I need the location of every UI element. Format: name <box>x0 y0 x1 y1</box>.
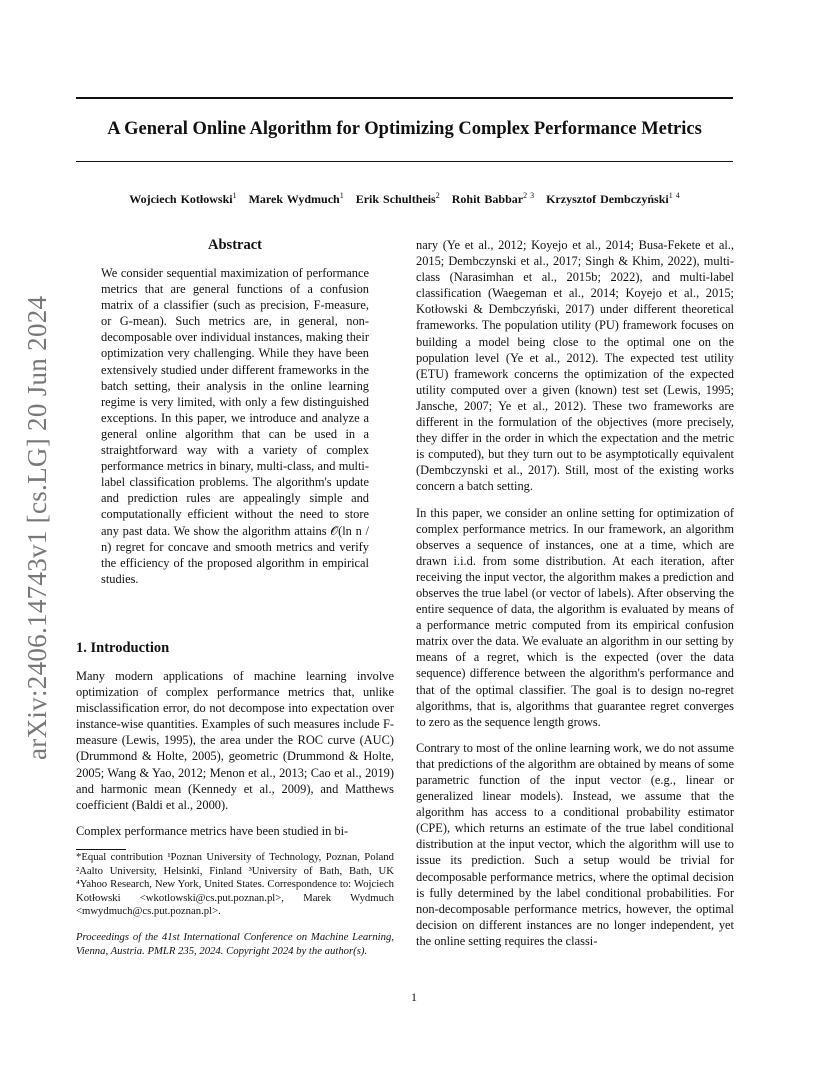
footnote: *Equal contribution ¹Poznan University of Technology, Poznan, Poland ²Aalto University, Helsinki, Finland ³University of Bath, Bath, UK ⁴Yahoo Research, New York, United States. Correspondence to: Wojciech Kotłowski <wkotlowski@cs.put.poznan.pl>, Marek Wydmuch <mwydmuch@cs.put.poznan.pl>. <box>76 851 394 918</box>
intro-paragraph-1: Many modern applications of machine learning involve optimization of complex performance metrics that, unlike misclassification error, do not decompose into expectation over instance-wise quantities. Examples of such measures include F-measure (Lewis, 1995), the area under the ROC curve (AUC) (Drummond & Holte, 2005), geometric (Drummond & Holte, 2005; Wang & Yao, 2012; Menon et al., 2013; Cao et al., 2019) and harmonic mean (Kennedy et al., 2009), and Matthews coefficient (Baldi et al., 2000). <box>76 669 394 812</box>
proceedings-note: Proceedings of the 41st International Conference on Machine Learning, Vienna, Austria. PMLR 235, 2024. Copyright 2024 by the author(s). <box>76 931 394 957</box>
author: Rohit Babbar$^{2 3}$ <box>451 191 535 206</box>
right-paragraph-3: Contrary to most of the online learning work, we do not assume that predictions of the algorithm are obtained by means of some parametric function of the input vector (e.g., linear or generalized linear models). Instead, we assume that the algorithm has access to a conditional probability estimator (CPE), which returns an estimate of the true label conditional distribution at the input vector, which the algorithm will use to issue its prediction. Such a setup would be trivial for decomposable performance metrics, where the optimal decision is fully determined by the label conditional probabilities. For non-decomposable performance metrics, however, the optimal decision on different instances are no longer independent, yet the online setting requires the classi- <box>416 740 734 948</box>
author: Marek Wydmuch$^1$ <box>248 191 344 206</box>
title-top-rule <box>76 97 733 99</box>
author: Krzysztof Dembczyński$^{1 4}$ <box>546 191 680 206</box>
intro-column <box>76 668 394 849</box>
author: Wojciech Kotłowski$^1$ <box>129 191 237 206</box>
author: Erik Schultheis$^2$ <box>355 191 440 206</box>
abstract-text: We consider sequential maximization of performance metrics that are general functions of a confusion matrix of a classifier (such as precision, F-measure, or G-mean). Such metrics are, in general, non-decomposable over individual instances, making their optimization very challenging. While they have been extensively studied under different frameworks in the batch setting, their analysis in the online learning regime is very limited, with only a few distinguished exceptions. In this paper, we introduce and analyze a general online algorithm that can be used in a straightforward way with a variety of complex performance metrics in binary, multi-class, and multi-label classification problems. The algorithm's update and prediction rules are appealingly simple and computationally efficient without the need to store any past data. We show the algorithm attains 𝒪(ln n / n) regret for concave and smooth metrics and verify the efficiency of the proposed algorithm in empirical studies. <box>101 266 369 586</box>
abstract-heading: Abstract <box>208 237 262 253</box>
title-bottom-rule <box>76 161 733 162</box>
arxiv-watermark: arXiv:2406.14743v1 [cs.LG] 20 Jun 2024 <box>22 295 52 760</box>
paper-title: A General Online Algorithm for Optimizing Complex Performance Metrics <box>107 119 702 139</box>
right-paragraph-1: nary (Ye et al., 2012; Koyejo et al., 2014; Busa-Fekete et al., 2015; Dembczynski et al., 2017; Singh & Khim, 2022), multi-class (Narasimhan et al., 2015b; 2022), and multi-label classification (Waegeman et al., 2014; Koyejo et al., 2015; Kotłowski & Dembczyński, 2017) under different theoretical frameworks. The population utility (PU) framework focuses on building a model being close to the optimal one on the population level (Ye et al., 2012). The expected test utility (ETU) framework concerns the optimization of the expected utility computed over a given (known) test set (Lewis, 1995; Jansche, 2007; Ye et al., 2012). These two frameworks are different in the formulation of the objectives (more precisely, they differ in the order in which the expectation and the metric is computed), but they turn out to be asymptotically equivalent (Dembczynski et al., 2017). Still, most of the existing works concern a batch setting. <box>416 238 734 494</box>
intro-paragraph-2: Complex performance metrics have been studied in bi- <box>76 823 349 838</box>
author-list <box>76 191 733 207</box>
page-number: 1 <box>411 990 417 1004</box>
section-heading: 1. Introduction <box>76 640 170 656</box>
right-column <box>416 237 734 959</box>
right-paragraph-2: In this paper, we consider an online setting for optimization of complex performance metrics. In our framework, an algorithm observes a sequence of instances, one at a time, which are drawn i.i.d. from some distribution. At each iteration, after receiving the input vector, the algorithm makes a prediction and observes the true label (or vector of labels). After observing the entire sequence of data, the algorithm is evaluated by means of a performance metric computed from its empirical confusion matrix over the data. We evaluate an algorithm in our setting by means of a regret, which is the expected (over the data sequence) difference between the algorithm's performance and that of the optimal classifier. The goal is to design no-regret algorithms, that is, algorithms that guarantee regret converges to zero as the sequence length grows. <box>416 505 734 729</box>
footnote-rule <box>76 849 126 850</box>
